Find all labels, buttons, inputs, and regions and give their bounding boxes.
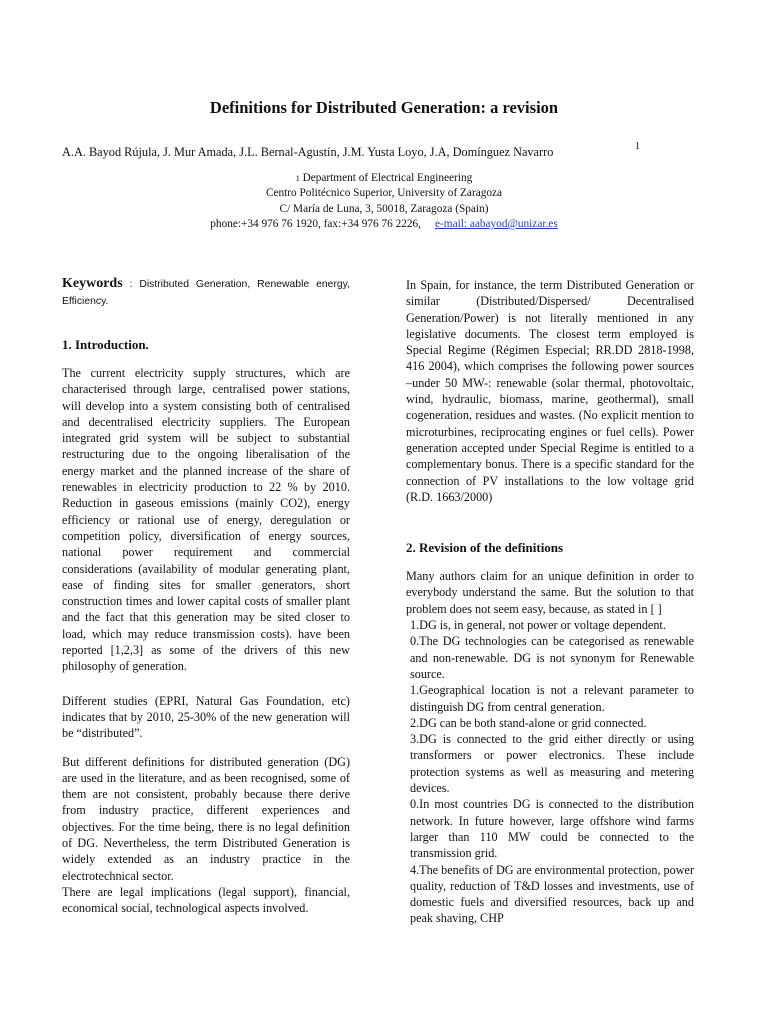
section-heading-revision: 2. Revision of the definitions [406, 540, 564, 556]
paragraph: The current electricity supply structures, which are characterised through large, centralised power stations, will develop into a system consisting both of centralised and decentralised electricity suppliers. The European integrated grid system will be subject to substantial restructuring due to the ongoing liberalisation of the energy market and the planned increase of the share of renewables in electricity production to 22 % by 2010. Reduction in gaseous emissions (mainly CO2), energy efficiency or rational use of energy, deregulation or competition policy, diversification of energy sources, national power requirement and commercial considerations (availability of modular generating plant, ease of finding sites for smaller generators, short construction times and lower capital costs of smaller plant and the fact that this generation may be sited closer to load, which may reduce transmission costs). have been reported [1,2,3] as some of the drivers of this new philosophy of generation. [62, 366, 350, 674]
keywords-text: : Distributed Generation, Renewable energy, Efficiency. [62, 279, 350, 307]
keywords [62, 276, 350, 310]
list-item: 2.DG can be both stand-alone or grid connected. [410, 715, 647, 730]
paragraph: There are legal implications (legal support), financial, economical social, technological aspects involved. [62, 884, 350, 916]
list-item: 0.The DG technologies can be categorised as renewable and non-renewable. DG is not synonym for Renewable source. [410, 634, 694, 681]
left-column [62, 276, 350, 917]
paragraph: But different definitions for distributed generation (DG) are used in the literature, and as been recognised, some of them are not consistent, probably because there derive from industry practice, different experiences and objectives. For the time being, there is no legal definition of DG. Nevertheless, the term Distributed Generation is widely extended as an industry practice in the electrotechnical sector. [62, 754, 350, 883]
list-item: 4.The benefits of DG are environmental protection, power quality, reduction of T&D losses and investments, use of domestic fuels and diversified resources, back up and peak shaving, CHP [410, 862, 694, 926]
right-column [406, 277, 694, 927]
list-item: 1.DG is, in general, not power or voltage dependent. [410, 618, 666, 633]
affiliation-department: $^1$ Department of Electrical Engineering [295, 172, 473, 184]
affiliation-address: C/ María de Luna, 3, 50018, Zaragoza (Spain) [279, 202, 489, 215]
paper-title: Definitions for Distributed Generation: a revision [209, 98, 559, 117]
list-item: 1.Geographical location is not a relevant parameter to distinguish DG from central generation. [410, 683, 694, 714]
section-heading-introduction: 1. Introduction. [62, 337, 149, 352]
list-item: 0.In most countries DG is connected to the distribution network. In future however, large offshore wind farms larger than 110 MW could be connected to the transmission grid. [410, 797, 694, 861]
author-affiliation-marker: 1 [635, 141, 640, 152]
affiliation-marker: 1 [295, 174, 300, 183]
affiliation-center: Centro Politécnico Superior, University of Zaragoza [265, 187, 503, 200]
email-link[interactable]: e-mail: aabayod@unizar.es [435, 217, 558, 230]
author-list: A.A. Bayod Rújula, J. Mur Amada, J.L. Bernal-Agustín, J.M. Yusta Loyo, J.A, Domínguez Navarro [62, 145, 554, 159]
paragraph: Different studies (EPRI, Natural Gas Foundation, etc) indicates that by 2010, 25-30% of the new generation will be “distributed”. [62, 693, 350, 741]
affiliation-block [0, 171, 768, 232]
keywords-label: Keywords [62, 276, 123, 291]
paragraph: Many authors claim for an unique definition in order to everybody understand the same. But the solution to that problem does not seem easy, because, as stated in [ ] [406, 569, 694, 616]
affiliation-contact [0, 217, 768, 232]
phone-fax: phone:+34 976 76 1920, fax:+34 976 76 2226, [210, 217, 422, 230]
paragraph: In Spain, for instance, the term Distributed Generation or similar (Distributed/Dispersed/ Decentralised Generation/Power) is not literally mentioned in any legislative documents. The closest term employed is Special Regime (Régimen Especial; RR.DD 2818-1998, 416 2004), which comprises the following power sources –under 50 MW-: renewable (solar thermal, photovoltaic, wind, hydraulic, biomass, marine, geothermal), small cogeneration, residues and wastes. (No explicit mention to microturbines, reciprocating engines or fuel cells). Power generation accepted under Special Regime is entitled to a complementary bonus. There is a specific standard for the connection of PV installations to the low voltage grid (R.D. 1663/2000) [406, 278, 694, 504]
list-item: 3.DG is connected to the grid either directly or using transformers or power electronics. These include protection systems as well as measuring and metering devices. [410, 732, 694, 796]
